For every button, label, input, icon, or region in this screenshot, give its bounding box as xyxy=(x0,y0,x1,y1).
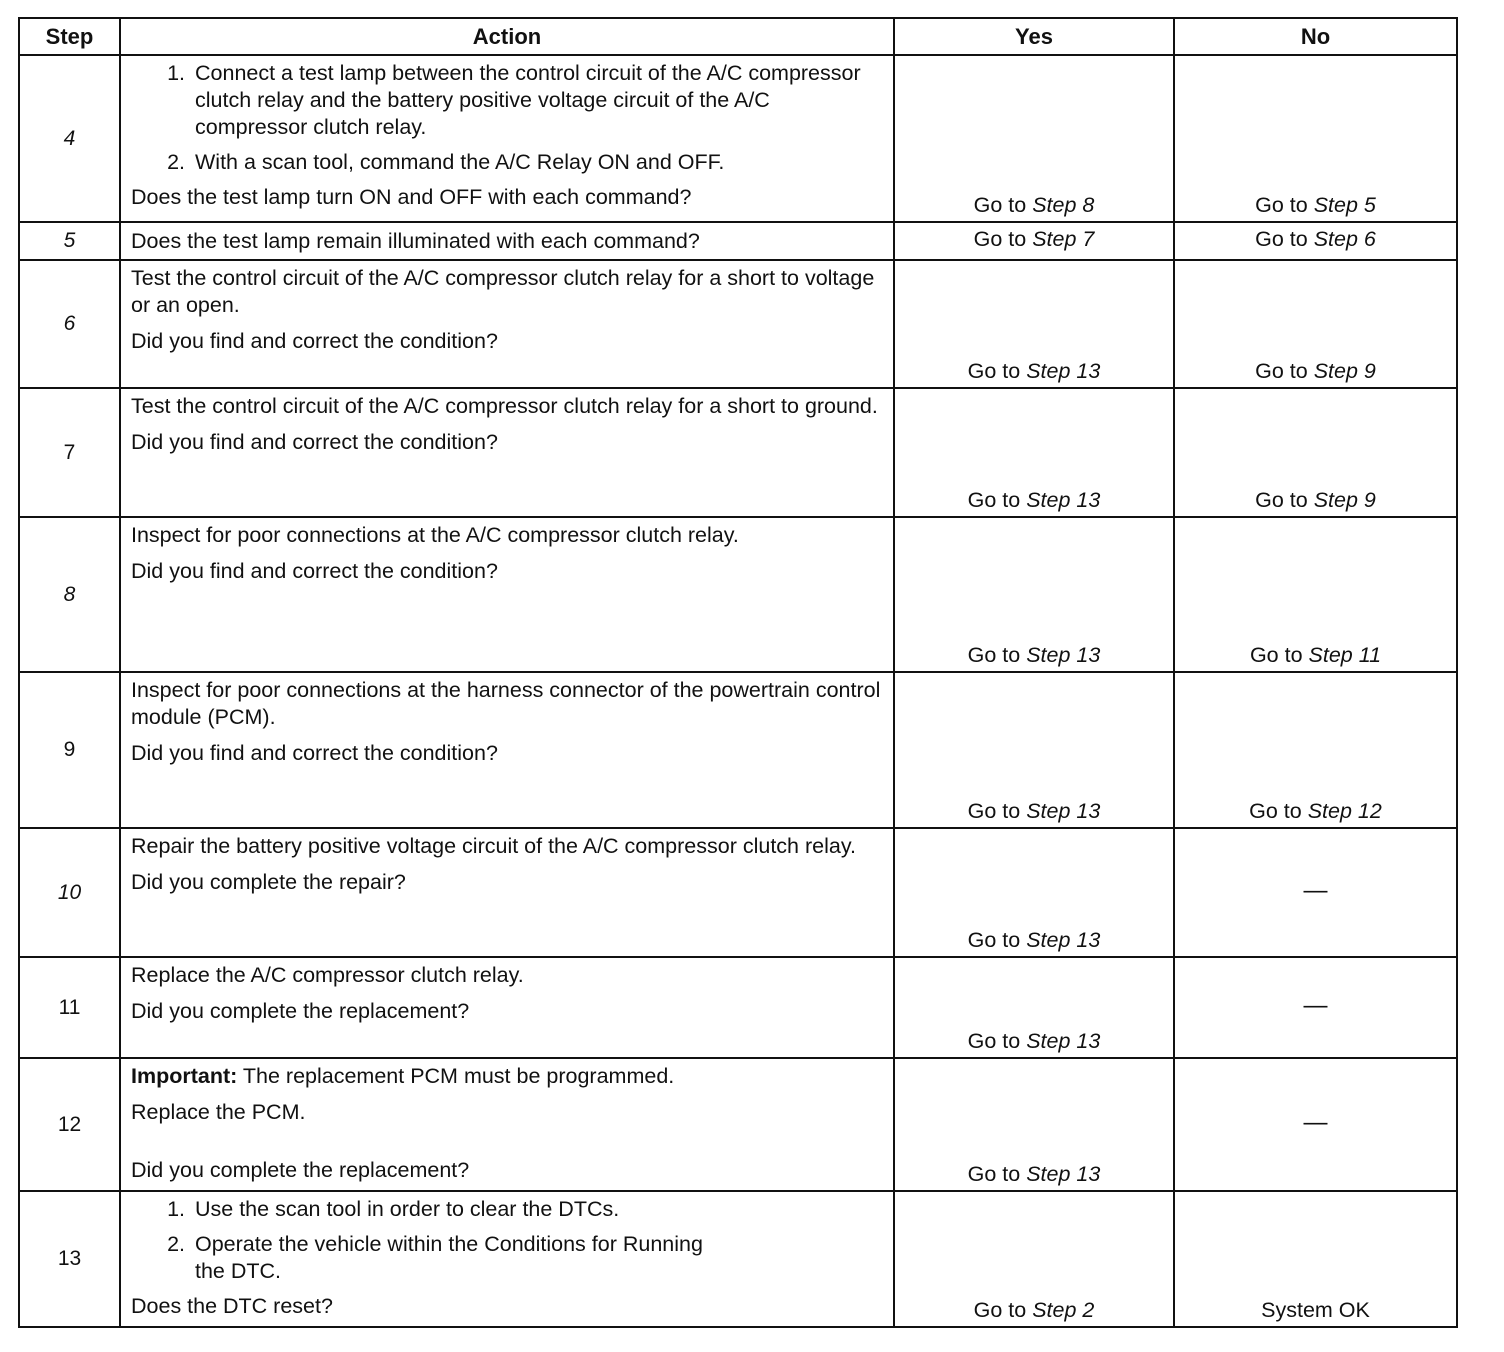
diagnostic-table xyxy=(18,17,1458,1328)
action-cell xyxy=(120,1058,894,1191)
step-link[interactable]: Step 9 xyxy=(1313,488,1376,512)
action-cell xyxy=(120,260,894,388)
yes-cell xyxy=(894,260,1174,388)
action-text: Inspect for poor connections at the A/C compressor clutch relay. xyxy=(131,523,739,547)
action-cell xyxy=(120,55,894,222)
step-number: 12 xyxy=(19,1058,120,1191)
yes-cell xyxy=(894,957,1174,1058)
action-list xyxy=(131,1196,883,1285)
action-cell xyxy=(120,672,894,828)
no-cell xyxy=(1174,260,1457,388)
no-cell: — xyxy=(1174,1058,1457,1191)
goto-prefix: Go to xyxy=(1255,227,1314,251)
table-row-step-12 xyxy=(19,1058,1457,1191)
action-cell xyxy=(120,957,894,1058)
goto-prefix: Go to xyxy=(1249,643,1309,667)
action-list-item: 1. Use the scan tool in order to clear the DTCs. xyxy=(191,1196,883,1223)
action-question: Did you complete the repair? xyxy=(131,870,406,894)
step-link[interactable]: Step 6 xyxy=(1313,227,1376,251)
step-link[interactable]: Step 13 xyxy=(1026,643,1101,667)
step-link[interactable]: Step 13 xyxy=(1026,1029,1101,1053)
goto-prefix: Go to xyxy=(967,643,1027,667)
step-link[interactable]: Step 9 xyxy=(1313,359,1376,383)
no-cell xyxy=(1174,388,1457,517)
step-number: 6 xyxy=(19,260,120,388)
header-step: Step xyxy=(19,18,120,55)
yes-cell xyxy=(894,672,1174,828)
step-link[interactable]: Step 13 xyxy=(1026,1162,1101,1186)
step-number: 10 xyxy=(19,828,120,957)
header-row xyxy=(19,18,1457,55)
header-action: Action xyxy=(120,18,894,55)
table-row-step-7 xyxy=(19,388,1457,517)
action-list-item: 1. Connect a test lamp between the control circuit of the A/C compressor clutch relay and the battery positive voltage circuit of the A/C compressor clutch relay. xyxy=(191,60,883,141)
yes-cell xyxy=(894,828,1174,957)
action-question: Does the DTC reset? xyxy=(131,1294,333,1318)
no-cell: — xyxy=(1174,957,1457,1058)
important-label: Important: xyxy=(131,1064,238,1088)
goto-prefix: Go to xyxy=(967,1029,1027,1053)
table-row-step-13 xyxy=(19,1191,1457,1327)
table-row-step-5 xyxy=(19,222,1457,260)
action-text: Replace the A/C compressor clutch relay. xyxy=(131,963,524,987)
action-cell xyxy=(120,388,894,517)
yes-cell xyxy=(894,55,1174,222)
step-link[interactable]: Step 7 xyxy=(1032,227,1095,251)
step-link[interactable]: Step 13 xyxy=(1026,799,1101,823)
important-text: The replacement PCM must be programmed. xyxy=(237,1064,675,1088)
step-link[interactable]: Step 8 xyxy=(1032,193,1095,217)
table-row-step-8 xyxy=(19,517,1457,672)
yes-cell xyxy=(894,388,1174,517)
no-cell: System OK xyxy=(1174,1191,1457,1327)
step-number: 8 xyxy=(19,517,120,672)
action-text: Test the control circuit of the A/C compressor clutch relay for a short to ground. xyxy=(131,394,878,418)
step-number: 13 xyxy=(19,1191,120,1327)
action-text: Test the control circuit of the A/C compressor clutch relay for a short to voltage or an open. xyxy=(131,266,875,317)
table-row-step-9 xyxy=(19,672,1457,828)
no-cell xyxy=(1174,222,1457,260)
goto-prefix: Go to xyxy=(967,359,1027,383)
action-cell xyxy=(120,1191,894,1327)
header-yes: Yes xyxy=(894,18,1174,55)
yes-cell xyxy=(894,222,1174,260)
step-link[interactable]: Step 5 xyxy=(1313,193,1376,217)
step-link[interactable]: Step 13 xyxy=(1026,488,1101,512)
goto-prefix: Go to xyxy=(967,1162,1027,1186)
table-row-step-6 xyxy=(19,260,1457,388)
action-question: Did you complete the replacement? xyxy=(131,1158,470,1182)
important-note xyxy=(131,1063,883,1090)
header-no: No xyxy=(1174,18,1457,55)
action-question: Did you find and correct the condition? xyxy=(131,430,498,454)
action-text: Inspect for poor connections at the harness connector of the powertrain control module (PCM). xyxy=(131,678,881,729)
action-question: Did you find and correct the condition? xyxy=(131,329,498,353)
action-question: Did you find and correct the condition? xyxy=(131,559,498,583)
table-row-step-11 xyxy=(19,957,1457,1058)
table-row-step-10 xyxy=(19,828,1457,957)
goto-prefix: Go to xyxy=(1255,193,1314,217)
no-cell xyxy=(1174,672,1457,828)
goto-prefix: Go to xyxy=(973,227,1033,251)
goto-prefix: Go to xyxy=(973,193,1033,217)
no-cell: — xyxy=(1174,828,1457,957)
step-number: 4 xyxy=(19,55,120,222)
action-question: Did you find and correct the condition? xyxy=(131,741,498,765)
step-number: 9 xyxy=(19,672,120,828)
goto-prefix: Go to xyxy=(973,1298,1033,1322)
step-number: 11 xyxy=(19,957,120,1058)
action-list-item: 2. Operate the vehicle within the Conditions for Running the DTC. xyxy=(191,1231,883,1285)
action-list xyxy=(131,60,883,176)
goto-prefix: Go to xyxy=(1255,488,1314,512)
action-question: Does the test lamp turn ON and OFF with each command? xyxy=(131,185,692,209)
goto-prefix: Go to xyxy=(967,928,1027,952)
yes-cell xyxy=(894,517,1174,672)
goto-prefix: Go to xyxy=(967,799,1027,823)
step-number: 5 xyxy=(19,222,120,260)
action-text: Repair the battery positive voltage circuit of the A/C compressor clutch relay. xyxy=(131,834,856,858)
goto-prefix: Go to xyxy=(1249,799,1308,823)
yes-cell xyxy=(894,1191,1174,1327)
step-link[interactable]: Step 13 xyxy=(1026,359,1101,383)
action-cell xyxy=(120,517,894,672)
step-link[interactable]: Step 11 xyxy=(1308,643,1382,667)
action-question: Did you complete the replacement? xyxy=(131,999,470,1023)
step-link[interactable]: Step 2 xyxy=(1032,1298,1095,1322)
action-cell xyxy=(120,222,894,260)
action-list-item: 2. With a scan tool, command the A/C Relay ON and OFF. xyxy=(191,149,883,176)
goto-prefix: Go to xyxy=(1255,359,1314,383)
action-cell xyxy=(120,828,894,957)
no-cell xyxy=(1174,517,1457,672)
goto-prefix: Go to xyxy=(967,488,1027,512)
action-text: Replace the PCM. xyxy=(131,1100,306,1124)
step-link[interactable]: Step 12 xyxy=(1307,799,1382,823)
no-cell xyxy=(1174,55,1457,222)
step-number: 7 xyxy=(19,388,120,517)
table-row-step-4 xyxy=(19,55,1457,222)
yes-cell xyxy=(894,1058,1174,1191)
step-link[interactable]: Step 13 xyxy=(1026,928,1101,952)
action-question: Does the test lamp remain illuminated with each command? xyxy=(131,228,700,253)
